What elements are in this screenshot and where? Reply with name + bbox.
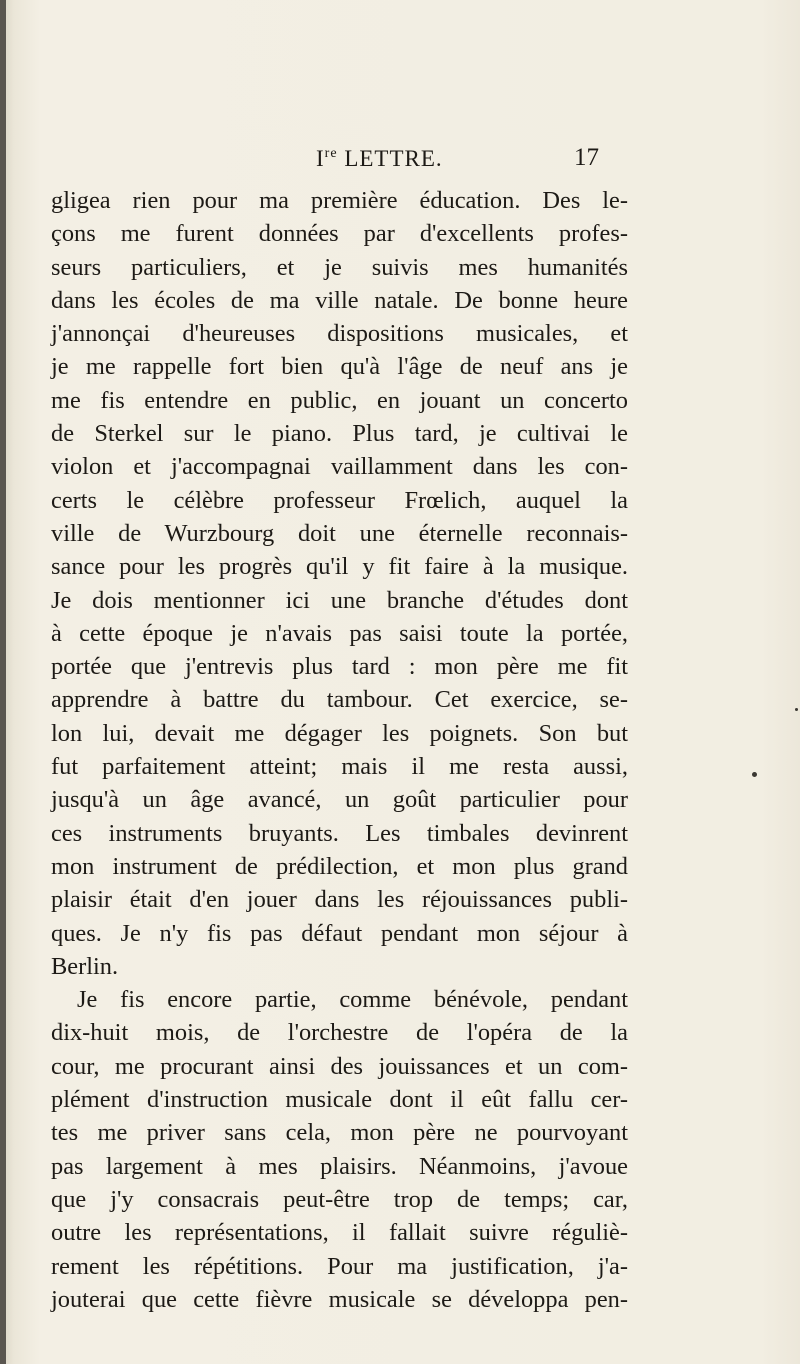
text-line: apprendre à battre du tambour. Cet exercice, se- <box>51 686 628 714</box>
text-line: fut parfaitement atteint; mais il me resta aussi, <box>51 753 628 781</box>
text-line: ques. Je n'y fis pas défaut pendant mon séjour à <box>51 919 628 947</box>
text-line: gligea rien pour ma première éducation. Des le- <box>51 187 628 214</box>
text-line: ces instruments bruyants. Les timbales devinrent <box>51 819 628 847</box>
page-number: 17 <box>574 144 599 171</box>
letter-title: LETTRE. <box>344 146 443 171</box>
text-line: de Sterkel sur le piano. Plus tard, je cultivai le <box>51 420 628 448</box>
text-line: tes me priver sans cela, mon père ne pourvoyant <box>51 1119 628 1147</box>
body-text <box>51 184 628 1316</box>
text-line: portée que j'entrevis plus tard : mon père me fit <box>51 653 628 681</box>
text-line: Berlin. <box>51 952 119 980</box>
text-line: lon lui, devait me dégager les poignets. Son but <box>51 719 628 747</box>
text-line: pas largement à mes plaisirs. Néanmoins, j'avoue <box>51 1152 628 1180</box>
text-line: mon instrument de prédilection, et mon plus grand <box>51 852 628 880</box>
page-gutter-shadow <box>0 0 6 1364</box>
text-line: rement les répétitions. Pour ma justification, j'a- <box>51 1252 628 1280</box>
text-line: me fis entendre en public, en jouant un concerto <box>51 386 628 414</box>
text-line: jouterai que cette fièvre musicale se développa pen- <box>51 1285 628 1313</box>
text-line: cour, me procurant ainsi des jouissances et un com- <box>51 1052 628 1080</box>
text-line: outre les représentations, il fallait suivre réguliè- <box>51 1219 628 1247</box>
text-line: je me rappelle fort bien qu'à l'âge de neuf ans je <box>51 353 628 381</box>
text-line: violon et j'accompagnai vaillamment dans les con- <box>51 453 628 481</box>
paper-speck <box>795 708 798 711</box>
text-line: jusqu'à un âge avancé, un goût particulier pour <box>51 786 628 814</box>
text-line: ville de Wurzbourg doit une éternelle reconnais- <box>51 519 628 547</box>
text-line: plément d'instruction musicale dont il eût fallu cer- <box>51 1086 628 1114</box>
letter-ordinal-suffix: re <box>324 146 338 161</box>
running-header <box>0 146 800 176</box>
text-line: à cette époque je n'avais pas saisi toute la portée, <box>51 619 628 647</box>
text-line: dix-huit mois, de l'orchestre de l'opéra de la <box>51 1019 628 1047</box>
text-line: j'annonçai d'heureuses dispositions musicales, et <box>51 320 628 348</box>
text-line: sance pour les progrès qu'il y fit faire à la musique. <box>51 553 628 581</box>
text-line: que j'y consacrais peut-être trop de temps; car, <box>51 1185 628 1213</box>
text-line: Je dois mentionner ici une branche d'études dont <box>51 586 628 614</box>
text-line: dans les écoles de ma ville natale. De bonne heure <box>51 286 628 314</box>
text-line: plaisir était d'en jouer dans les réjouissances publi- <box>51 886 628 914</box>
text-line: çons me furent données par d'excellents profes- <box>51 220 628 248</box>
running-title <box>316 146 443 172</box>
text-line: seurs particuliers, et je suivis mes humanités <box>51 253 628 281</box>
text-line: Je fis encore partie, comme bénévole, pendant <box>77 986 628 1014</box>
text-line: certs le célèbre professeur Frœlich, auquel la <box>51 486 628 514</box>
letter-ordinal: I <box>316 146 325 171</box>
paper-speck <box>752 772 757 777</box>
